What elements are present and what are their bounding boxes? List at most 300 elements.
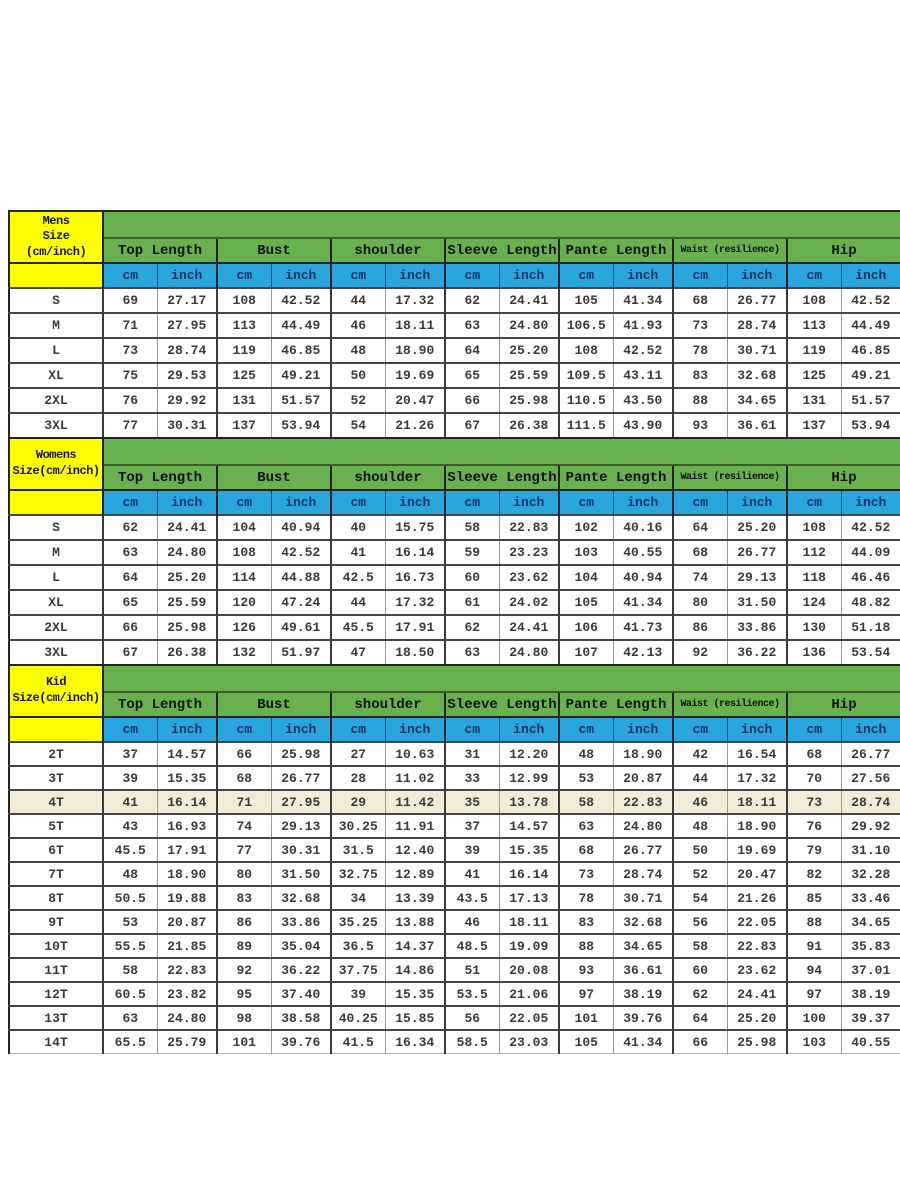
unit-header-cm: cm [331, 263, 385, 288]
value-cell: 120 [217, 590, 271, 615]
value-cell: 12.99 [499, 766, 559, 790]
value-cell: 114 [217, 565, 271, 590]
unit-header-cm: cm [217, 717, 271, 742]
value-cell: 21.06 [499, 982, 559, 1006]
value-cell: 30.71 [613, 886, 673, 910]
unit-header-cm: cm [445, 490, 499, 515]
value-cell: 16.34 [385, 1030, 445, 1054]
value-cell: 60.5 [103, 982, 157, 1006]
value-cell: 88 [673, 388, 727, 413]
value-cell: 48 [331, 338, 385, 363]
value-cell: 14.57 [157, 742, 217, 766]
value-cell: 62 [103, 515, 157, 540]
value-cell: 79 [787, 838, 841, 862]
value-cell: 33.86 [727, 615, 787, 640]
value-cell: 53.94 [841, 413, 900, 437]
value-cell: 54 [673, 886, 727, 910]
size-table-kid [8, 664, 900, 1054]
value-cell: 18.50 [385, 640, 445, 664]
column-group-label: shoulder [331, 238, 445, 263]
value-cell: 29.92 [157, 388, 217, 413]
value-cell: 41.93 [613, 313, 673, 338]
size-label: 12T [9, 982, 103, 1006]
value-cell: 46.46 [841, 565, 900, 590]
value-cell: 68 [673, 540, 727, 565]
size-row-2T [9, 742, 900, 766]
unit-header-inch: inch [499, 717, 559, 742]
value-cell: 85 [787, 886, 841, 910]
value-cell: 24.80 [499, 640, 559, 664]
value-cell: 75 [103, 363, 157, 388]
value-cell: 36.22 [727, 640, 787, 664]
value-cell: 78 [559, 886, 613, 910]
value-cell: 39.76 [271, 1030, 331, 1054]
unit-header-cm: cm [673, 263, 727, 288]
value-cell: 44.09 [841, 540, 900, 565]
value-cell: 46 [445, 910, 499, 934]
value-cell: 64 [673, 515, 727, 540]
value-cell: 88 [559, 934, 613, 958]
value-cell: 89 [217, 934, 271, 958]
value-cell: 73 [673, 313, 727, 338]
size-row-4T [9, 790, 900, 814]
column-group-label: Pante Length [559, 692, 673, 717]
value-cell: 24.80 [499, 313, 559, 338]
value-cell: 32.75 [331, 862, 385, 886]
title-spacer-cell [9, 263, 103, 288]
value-cell: 22.83 [499, 515, 559, 540]
value-cell: 97 [559, 982, 613, 1006]
value-cell: 51 [445, 958, 499, 982]
value-cell: 30.25 [331, 814, 385, 838]
value-cell: 28.74 [613, 862, 673, 886]
value-cell: 28.74 [727, 313, 787, 338]
value-cell: 48 [673, 814, 727, 838]
value-cell: 102 [559, 515, 613, 540]
value-cell: 29.13 [727, 565, 787, 590]
value-cell: 46 [673, 790, 727, 814]
value-cell: 29.53 [157, 363, 217, 388]
value-cell: 26.38 [499, 413, 559, 437]
value-cell: 16.14 [157, 790, 217, 814]
value-cell: 106 [559, 615, 613, 640]
value-cell: 73 [559, 862, 613, 886]
value-cell: 105 [559, 1030, 613, 1054]
value-cell: 19.88 [157, 886, 217, 910]
value-cell: 18.11 [385, 313, 445, 338]
value-cell: 32.68 [613, 910, 673, 934]
size-label: S [9, 288, 103, 313]
value-cell: 17.32 [385, 590, 445, 615]
unit-header-inch: inch [727, 717, 787, 742]
size-row-M [9, 540, 900, 565]
value-cell: 40.25 [331, 1006, 385, 1030]
value-cell: 65.5 [103, 1030, 157, 1054]
value-cell: 45.5 [103, 838, 157, 862]
value-cell: 46.85 [271, 338, 331, 363]
value-cell: 28.74 [841, 790, 900, 814]
value-cell: 119 [217, 338, 271, 363]
value-cell: 25.98 [271, 742, 331, 766]
value-cell: 52 [331, 388, 385, 413]
value-cell: 19.69 [727, 838, 787, 862]
value-cell: 124 [787, 590, 841, 615]
value-cell: 68 [217, 766, 271, 790]
value-cell: 14.37 [385, 934, 445, 958]
value-cell: 44.49 [271, 313, 331, 338]
value-cell: 55.5 [103, 934, 157, 958]
value-cell: 42.52 [271, 540, 331, 565]
size-row-13T [9, 1006, 900, 1030]
value-cell: 34.65 [613, 934, 673, 958]
size-label: 5T [9, 814, 103, 838]
value-cell: 44 [331, 590, 385, 615]
unit-header-cm: cm [217, 263, 271, 288]
value-cell: 109.5 [559, 363, 613, 388]
value-cell: 41 [331, 540, 385, 565]
value-cell: 20.47 [727, 862, 787, 886]
value-cell: 88 [787, 910, 841, 934]
value-cell: 58 [445, 515, 499, 540]
size-row-XL [9, 363, 900, 388]
value-cell: 65 [103, 590, 157, 615]
size-label: 14T [9, 1030, 103, 1054]
value-cell: 32.68 [727, 363, 787, 388]
value-cell: 15.35 [385, 982, 445, 1006]
value-cell: 16.93 [157, 814, 217, 838]
value-cell: 34.65 [727, 388, 787, 413]
value-cell: 43.50 [613, 388, 673, 413]
value-cell: 18.11 [727, 790, 787, 814]
size-row-3XL [9, 640, 900, 664]
size-row-7T [9, 862, 900, 886]
value-cell: 24.41 [499, 288, 559, 313]
table-title-line: Size(cm/inch) [12, 464, 100, 478]
value-cell: 20.47 [385, 388, 445, 413]
value-cell: 45.5 [331, 615, 385, 640]
column-group-label: Hip [787, 692, 900, 717]
value-cell: 53.94 [271, 413, 331, 437]
value-cell: 44.49 [841, 313, 900, 338]
unit-header-cm: cm [787, 717, 841, 742]
value-cell: 93 [673, 413, 727, 437]
value-cell: 108 [217, 288, 271, 313]
table-title-line: Size(cm/inch) [12, 691, 100, 705]
value-cell: 108 [217, 540, 271, 565]
value-cell: 86 [673, 615, 727, 640]
size-row-2XL [9, 388, 900, 413]
value-cell: 34 [331, 886, 385, 910]
value-cell: 40.16 [613, 515, 673, 540]
value-cell: 43.11 [613, 363, 673, 388]
value-cell: 118 [787, 565, 841, 590]
size-chart [8, 210, 900, 1054]
value-cell: 15.35 [157, 766, 217, 790]
value-cell: 104 [217, 515, 271, 540]
value-cell: 37.75 [331, 958, 385, 982]
value-cell: 77 [217, 838, 271, 862]
value-cell: 76 [103, 388, 157, 413]
size-row-11T [9, 958, 900, 982]
value-cell: 11.91 [385, 814, 445, 838]
value-cell: 48.5 [445, 934, 499, 958]
value-cell: 35.04 [271, 934, 331, 958]
value-cell: 95 [217, 982, 271, 1006]
value-cell: 33.46 [841, 886, 900, 910]
value-cell: 49.61 [271, 615, 331, 640]
size-label: 6T [9, 838, 103, 862]
value-cell: 51.57 [841, 388, 900, 413]
value-cell: 62 [673, 982, 727, 1006]
size-label: M [9, 313, 103, 338]
column-group-label: Bust [217, 692, 331, 717]
value-cell: 28.74 [157, 338, 217, 363]
value-cell: 22.05 [727, 910, 787, 934]
value-cell: 25.20 [727, 515, 787, 540]
value-cell: 47.24 [271, 590, 331, 615]
value-cell: 56 [445, 1006, 499, 1030]
value-cell: 106.5 [559, 313, 613, 338]
value-cell: 50 [673, 838, 727, 862]
value-cell: 38.19 [613, 982, 673, 1006]
value-cell: 62 [445, 288, 499, 313]
size-label: 9T [9, 910, 103, 934]
unit-header-inch: inch [157, 263, 217, 288]
size-row-XL [9, 590, 900, 615]
size-label: L [9, 565, 103, 590]
value-cell: 17.32 [727, 766, 787, 790]
column-group-label: shoulder [331, 465, 445, 490]
unit-header-inch: inch [157, 490, 217, 515]
value-cell: 18.90 [613, 742, 673, 766]
value-cell: 15.75 [385, 515, 445, 540]
value-cell: 80 [673, 590, 727, 615]
size-row-10T [9, 934, 900, 958]
value-cell: 36.61 [613, 958, 673, 982]
size-table-mens [8, 210, 900, 437]
size-label: XL [9, 590, 103, 615]
value-cell: 78 [673, 338, 727, 363]
value-cell: 26.77 [841, 742, 900, 766]
size-row-12T [9, 982, 900, 1006]
column-group-label: Sleeve Length [445, 238, 559, 263]
value-cell: 37.01 [841, 958, 900, 982]
column-group-label: shoulder [331, 692, 445, 717]
value-cell: 41.34 [613, 288, 673, 313]
value-cell: 119 [787, 338, 841, 363]
value-cell: 16.73 [385, 565, 445, 590]
value-cell: 73 [787, 790, 841, 814]
value-cell: 74 [673, 565, 727, 590]
value-cell: 27 [331, 742, 385, 766]
value-cell: 39 [103, 766, 157, 790]
value-cell: 11.42 [385, 790, 445, 814]
value-cell: 40.55 [613, 540, 673, 565]
table-title-line: (cm/inch) [25, 244, 87, 259]
value-cell: 10.63 [385, 742, 445, 766]
size-row-L [9, 338, 900, 363]
value-cell: 83 [673, 363, 727, 388]
table-title-line: Size [42, 229, 70, 244]
size-label: 3T [9, 766, 103, 790]
value-cell: 63 [103, 1006, 157, 1030]
column-group-label: Hip [787, 238, 900, 263]
value-cell: 23.62 [727, 958, 787, 982]
value-cell: 68 [673, 288, 727, 313]
value-cell: 36.22 [271, 958, 331, 982]
value-cell: 31 [445, 742, 499, 766]
value-cell: 41.5 [331, 1030, 385, 1054]
unit-header-cm: cm [331, 717, 385, 742]
value-cell: 37.40 [271, 982, 331, 1006]
value-cell: 68 [787, 742, 841, 766]
value-cell: 44 [331, 288, 385, 313]
value-cell: 46.85 [841, 338, 900, 363]
value-cell: 26.77 [727, 540, 787, 565]
column-group-label: Waist (resilience) [673, 465, 787, 490]
size-label: 11T [9, 958, 103, 982]
value-cell: 59 [445, 540, 499, 565]
value-cell: 16.14 [499, 862, 559, 886]
value-cell: 40.94 [613, 565, 673, 590]
unit-header-inch: inch [385, 263, 445, 288]
unit-header-inch: inch [841, 263, 900, 288]
value-cell: 40 [331, 515, 385, 540]
value-cell: 36.61 [727, 413, 787, 437]
value-cell: 15.35 [499, 838, 559, 862]
value-cell: 42.13 [613, 640, 673, 664]
value-cell: 25.20 [499, 338, 559, 363]
value-cell: 71 [217, 790, 271, 814]
value-cell: 12.89 [385, 862, 445, 886]
column-group-label: Sleeve Length [445, 692, 559, 717]
value-cell: 13.78 [499, 790, 559, 814]
unit-header-inch: inch [271, 717, 331, 742]
value-cell: 49.21 [271, 363, 331, 388]
value-cell: 58 [559, 790, 613, 814]
value-cell: 101 [217, 1030, 271, 1054]
value-cell: 60 [673, 958, 727, 982]
value-cell: 41.73 [613, 615, 673, 640]
value-cell: 63 [103, 540, 157, 565]
value-cell: 83 [217, 886, 271, 910]
value-cell: 113 [217, 313, 271, 338]
unit-header-cm: cm [787, 263, 841, 288]
value-cell: 37 [103, 742, 157, 766]
unit-header-inch: inch [271, 263, 331, 288]
value-cell: 66 [217, 742, 271, 766]
value-cell: 19.69 [385, 363, 445, 388]
value-cell: 91 [787, 934, 841, 958]
value-cell: 73 [103, 338, 157, 363]
value-cell: 53.5 [445, 982, 499, 1006]
value-cell: 20.08 [499, 958, 559, 982]
value-cell: 77 [103, 413, 157, 437]
unit-header-cm: cm [103, 490, 157, 515]
table-title-mens [9, 211, 103, 263]
unit-header-inch: inch [613, 717, 673, 742]
value-cell: 61 [445, 590, 499, 615]
value-cell: 53.54 [841, 640, 900, 664]
value-cell: 132 [217, 640, 271, 664]
value-cell: 53 [559, 766, 613, 790]
size-row-M [9, 313, 900, 338]
value-cell: 63 [445, 313, 499, 338]
value-cell: 60 [445, 565, 499, 590]
value-cell: 44.88 [271, 565, 331, 590]
value-cell: 108 [787, 515, 841, 540]
value-cell: 25.20 [727, 1006, 787, 1030]
value-cell: 42.52 [613, 338, 673, 363]
value-cell: 42.52 [841, 288, 900, 313]
size-row-6T [9, 838, 900, 862]
unit-header-inch: inch [727, 490, 787, 515]
value-cell: 26.77 [271, 766, 331, 790]
value-cell: 136 [787, 640, 841, 664]
value-cell: 97 [787, 982, 841, 1006]
value-cell: 26.77 [727, 288, 787, 313]
size-row-8T [9, 886, 900, 910]
value-cell: 24.41 [727, 982, 787, 1006]
unit-header-inch: inch [613, 263, 673, 288]
value-cell: 66 [445, 388, 499, 413]
value-cell: 18.90 [727, 814, 787, 838]
value-cell: 25.59 [499, 363, 559, 388]
value-cell: 50 [331, 363, 385, 388]
value-cell: 41 [445, 862, 499, 886]
value-cell: 24.02 [499, 590, 559, 615]
value-cell: 12.40 [385, 838, 445, 862]
value-cell: 41.34 [613, 590, 673, 615]
column-group-label: Top Length [103, 238, 217, 263]
value-cell: 27.56 [841, 766, 900, 790]
value-cell: 21.26 [385, 413, 445, 437]
value-cell: 28 [331, 766, 385, 790]
size-row-14T [9, 1030, 900, 1054]
column-group-label: Waist (resilience) [673, 692, 787, 717]
value-cell: 103 [559, 540, 613, 565]
value-cell: 42 [673, 742, 727, 766]
column-group-label: Waist (resilience) [673, 238, 787, 263]
value-cell: 92 [217, 958, 271, 982]
size-row-3T [9, 766, 900, 790]
table-title-line: Womens [35, 448, 77, 463]
value-cell: 14.86 [385, 958, 445, 982]
value-cell: 39 [445, 838, 499, 862]
value-cell: 39.37 [841, 1006, 900, 1030]
value-cell: 58 [673, 934, 727, 958]
size-label: M [9, 540, 103, 565]
value-cell: 35 [445, 790, 499, 814]
value-cell: 51.18 [841, 615, 900, 640]
value-cell: 25.98 [157, 615, 217, 640]
value-cell: 27.17 [157, 288, 217, 313]
column-group-label: Hip [787, 465, 900, 490]
size-label: 4T [9, 790, 103, 814]
value-cell: 43.90 [613, 413, 673, 437]
value-cell: 71 [103, 313, 157, 338]
table-title-womens [9, 438, 103, 490]
value-cell: 63 [559, 814, 613, 838]
value-cell: 43 [103, 814, 157, 838]
value-cell: 37 [445, 814, 499, 838]
value-cell: 83 [559, 910, 613, 934]
value-cell: 38.58 [271, 1006, 331, 1030]
value-cell: 15.85 [385, 1006, 445, 1030]
value-cell: 23.82 [157, 982, 217, 1006]
value-cell: 111.5 [559, 413, 613, 437]
value-cell: 50.5 [103, 886, 157, 910]
